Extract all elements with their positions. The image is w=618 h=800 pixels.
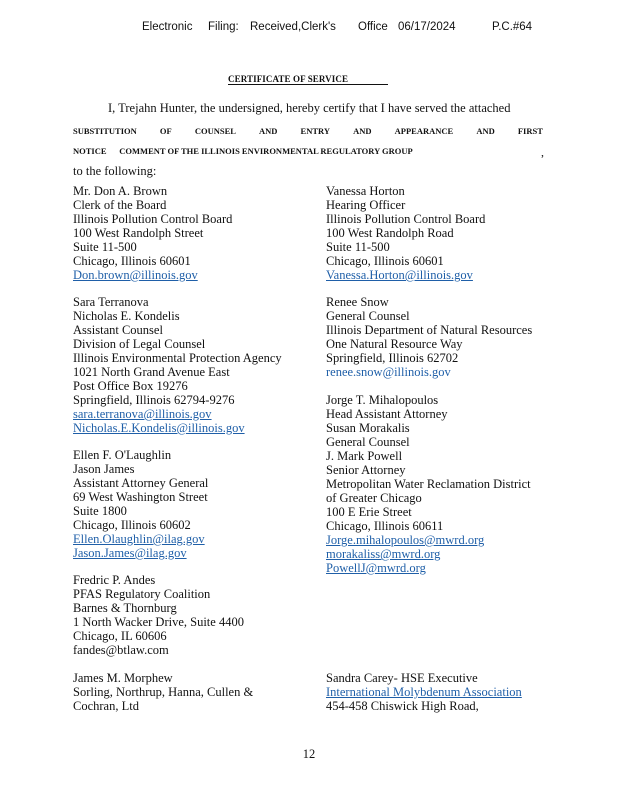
email-link[interactable]: Jason.James@ilag.gov — [73, 546, 187, 560]
address-line: Suite 11-500 — [73, 240, 137, 254]
address-line: Fredric P. Andes — [73, 573, 156, 587]
address-line: Ellen F. O'Laughlin — [73, 448, 172, 462]
header-electronic: Electronic — [142, 21, 193, 33]
address-line: James M. Morphew — [73, 671, 173, 685]
address-line: J. Mark Powell — [326, 449, 403, 463]
address-line: Head Assistant Attorney — [326, 407, 448, 421]
header-office: Office — [358, 21, 388, 33]
address-line: Metropolitan Water Reclamation District — [326, 477, 531, 491]
trailing-comma: , — [541, 145, 544, 159]
address-line: 100 E Erie Street — [326, 505, 412, 519]
address-line: Chicago, Illinois 60601 — [73, 254, 191, 268]
header-pc: P.C.#64 — [492, 21, 533, 33]
caps-word: ENTRY — [300, 126, 331, 136]
address-line: of Greater Chicago — [326, 491, 422, 505]
recipient-iepa — [73, 295, 282, 435]
document-title-line1 — [73, 126, 543, 136]
email-link[interactable]: Don.brown@illinois.gov — [73, 268, 198, 282]
address-line: Vanessa Horton — [326, 184, 405, 198]
address-line: Sorling, Northrup, Hanna, Cullen & — [73, 685, 254, 699]
address-line: fandes@btlaw.com — [73, 643, 169, 657]
address-line: Suite 11-500 — [326, 240, 390, 254]
address-line: Cochran, Ltd — [73, 699, 139, 713]
address-line: Suite 1800 — [73, 504, 127, 518]
address-line: Hearing Officer — [326, 198, 406, 212]
address-line: Jason James — [73, 462, 135, 476]
address-line: Illinois Environmental Protection Agency — [73, 351, 282, 365]
address-line: 1 North Wacker Drive, Suite 4400 — [73, 615, 244, 629]
organization-link[interactable]: International Molybdenum Association — [326, 685, 522, 699]
address-line: 454-458 Chiswick High Road, — [326, 699, 479, 713]
address-line: Illinois Pollution Control Board — [326, 212, 486, 226]
recipient-vanessa-horton — [326, 184, 485, 282]
caps-word: OF — [159, 126, 172, 136]
address-line: Chicago, Illinois 60611 — [326, 519, 444, 533]
address-line: Illinois Department of Natural Resources — [326, 323, 533, 337]
caps-word: FIRST — [517, 126, 543, 136]
email-link[interactable]: Nicholas.E.Kondelis@illinois.gov — [73, 421, 245, 435]
caps-word: APPEARANCE — [394, 126, 454, 136]
address-line: Barnes & Thornburg — [73, 601, 177, 615]
email-link[interactable]: PowellJ@mwrd.org — [326, 561, 426, 575]
caps-word: AND — [259, 126, 278, 136]
email-link[interactable]: renee.snow@illinois.gov — [326, 365, 451, 379]
filing-header — [0, 21, 618, 37]
caps-word: SUBSTITUTION — [73, 126, 137, 136]
recipient-morphew — [73, 671, 253, 713]
address-line: Nicholas E. Kondelis — [73, 309, 180, 323]
address-line: 1021 North Grand Avenue East — [73, 365, 230, 379]
address-line: PFAS Regulatory Coalition — [73, 587, 211, 601]
address-line: One Natural Resource Way — [326, 337, 463, 351]
certificate-title: CERTIFICATE OF SERVICE — [228, 74, 388, 85]
address-line: Division of Legal Counsel — [73, 337, 206, 351]
address-line: 100 West Randolph Street — [73, 226, 204, 240]
address-line: Springfield, Illinois 62702 — [326, 351, 459, 365]
address-line: Chicago, Illinois 60601 — [326, 254, 444, 268]
email-link[interactable]: Jorge.mihalopoulos@mwrd.org — [326, 533, 485, 547]
address-line: Assistant Counsel — [73, 323, 163, 337]
address-line: Chicago, Illinois 60602 — [73, 518, 191, 532]
address-line: Assistant Attorney General — [73, 476, 209, 490]
header-filing: Filing: — [208, 21, 239, 33]
address-line: Jorge T. Mihalopoulos — [326, 393, 439, 407]
caps-word: AND — [353, 126, 372, 136]
to-the-following: to the following: — [73, 164, 157, 178]
address-line: General Counsel — [326, 309, 410, 323]
address-line: Clerk of the Board — [73, 198, 167, 212]
caps-word: AND — [476, 126, 495, 136]
intro-text: I, Trejahn Hunter, the undersigned, hereby certify that I have served the attached — [108, 101, 511, 115]
address-line: Renee Snow — [326, 295, 389, 309]
email-link[interactable]: Vanessa.Horton@illinois.gov — [326, 268, 473, 282]
header-received: Received,Clerk's — [250, 21, 336, 33]
address-line: Sandra Carey- HSE Executive — [326, 671, 478, 685]
recipient-mwrd — [326, 393, 531, 575]
email-link[interactable]: Ellen.Olaughlin@ilag.gov — [73, 532, 205, 546]
recipient-don-brown — [73, 184, 232, 282]
page-number: 12 — [302, 747, 316, 761]
address-line: 100 West Randolph Road — [326, 226, 454, 240]
address-line: General Counsel — [326, 435, 410, 449]
address-line: Mr. Don A. Brown — [73, 184, 168, 198]
header-date: 06/17/2024 — [398, 21, 456, 33]
address-line: Springfield, Illinois 62794-9276 — [73, 393, 235, 407]
address-line: Senior Attorney — [326, 463, 406, 477]
recipient-pfas-coalition — [73, 573, 244, 657]
document-title-line2: NOTICE COMMENT OF THE ILLINOIS ENVIRONMENTAL REGULATORY GROUP — [73, 146, 413, 156]
email-link[interactable]: sara.terranova@illinois.gov — [73, 407, 212, 421]
address-line: Sara Terranova — [73, 295, 149, 309]
address-line: Susan Morakalis — [326, 421, 410, 435]
address-line: Chicago, IL 60606 — [73, 629, 167, 643]
recipient-attorney-general — [73, 448, 208, 560]
address-line: Illinois Pollution Control Board — [73, 212, 233, 226]
address-line: Post Office Box 19276 — [73, 379, 188, 393]
email-link[interactable]: morakaliss@mwrd.org — [326, 547, 441, 561]
caps-word: COUNSEL — [194, 126, 236, 136]
address-line: 69 West Washington Street — [73, 490, 208, 504]
recipient-idnr — [326, 295, 532, 379]
recipient-sandra-carey — [326, 671, 522, 713]
